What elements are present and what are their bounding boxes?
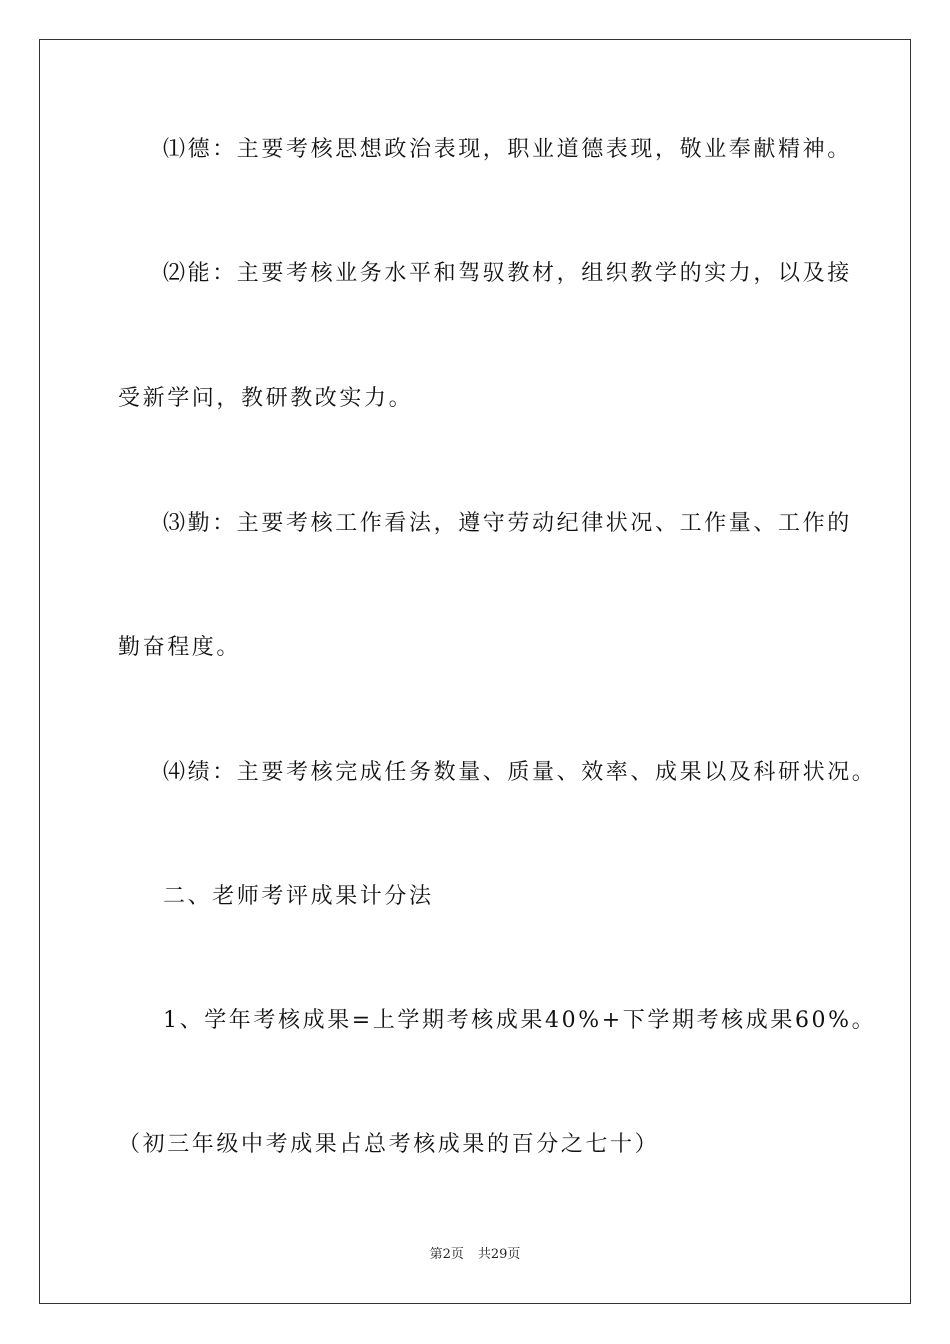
paragraph-de: ⑴德：主要考核思想政治表现，职业道德表现，敬业奉献精神。: [163, 137, 852, 162]
paragraph-neng-line2: 受新学问，教研教改实力。: [118, 386, 414, 411]
paragraph-qin-line2: 勤奋程度。: [118, 635, 242, 660]
page-number: 第2页: [429, 1247, 464, 1262]
paragraph-note: （初三年级中考成果占总考核成果的百分之七十）: [118, 1132, 660, 1157]
page-footer: [0, 1248, 950, 1261]
page-total: 共29页: [477, 1247, 521, 1262]
paragraph-qin-line1: ⑶勤：主要考核工作看法，遵守劳动纪律状况、工作量、工作的: [163, 511, 852, 536]
section-heading: 二、老师考评成果计分法: [163, 884, 434, 909]
page-border: [39, 39, 911, 1304]
paragraph-formula: 1、学年考核成果=上学期考核成果40%+下学期考核成果60%。: [163, 1008, 877, 1033]
paragraph-ji: ⑷绩：主要考核完成任务数量、质量、效率、成果以及科研状况。: [163, 760, 877, 785]
paragraph-neng-line1: ⑵能：主要考核业务水平和驾驭教材，组织教学的实力，以及接: [163, 261, 852, 286]
